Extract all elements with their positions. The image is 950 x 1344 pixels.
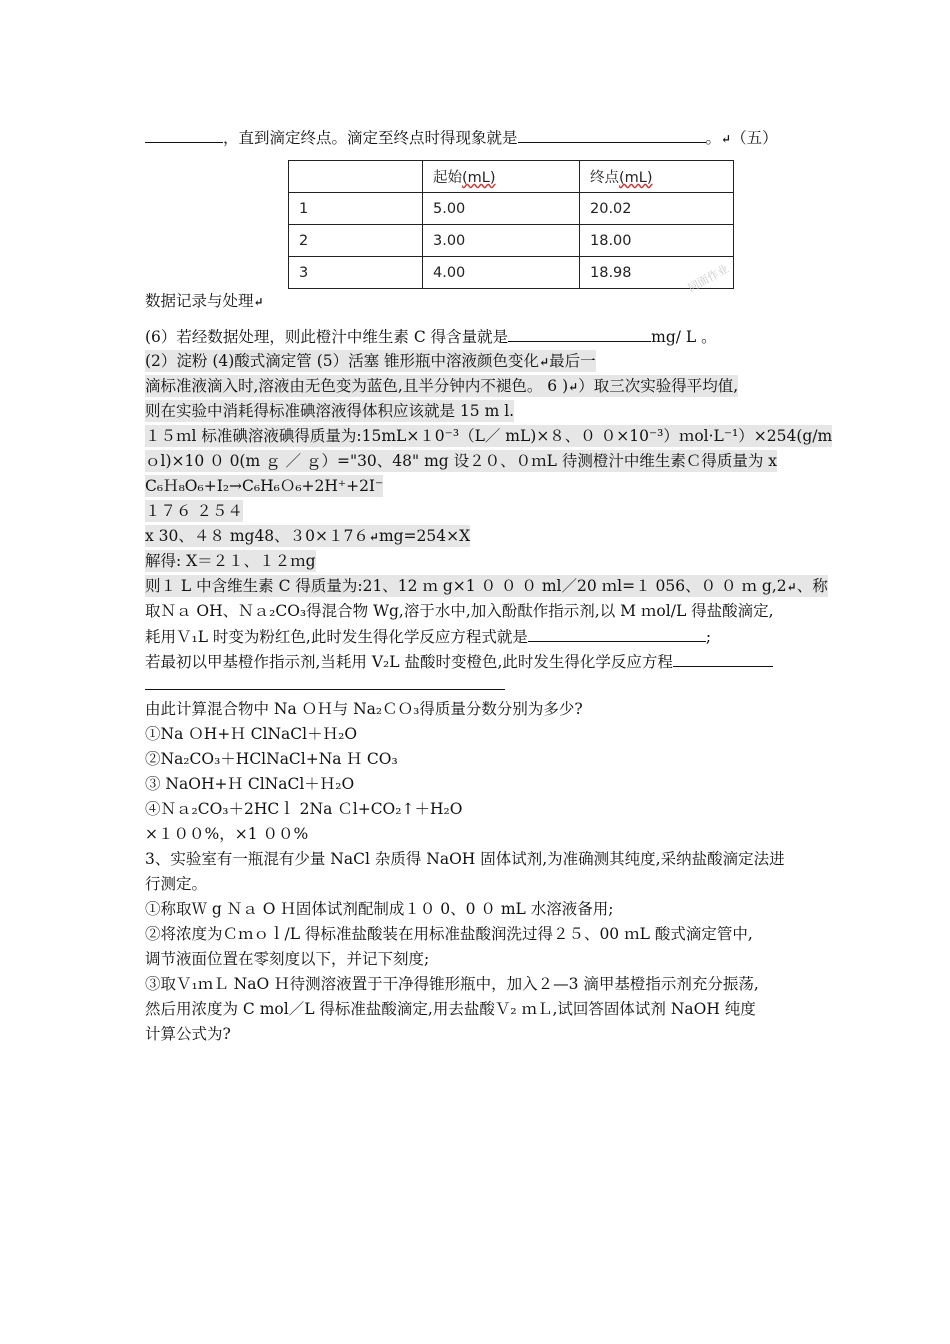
table-row — [289, 257, 734, 289]
line-text: 耗用Ｖ₁L 时变为粉红色,此时发生得化学反应方程式就是 — [145, 628, 528, 646]
text-line-6: 则在实验中消耗得标准碘溶液得体积应该就是 15 m l. — [145, 402, 515, 420]
text-line-26: ②将浓度为Ｃｍｏｌ/L 得标准盐酸装在用标准盐酸润洗过得２５、00 ｍL 酸式滴定管中, — [145, 925, 753, 943]
line-text: （五） — [731, 129, 778, 147]
table-header-row — [289, 161, 734, 193]
text-line-2 — [145, 290, 264, 312]
text-line-17: 由此计算混合物中 Na ＯＨ与 Na₂ＣＯ₃得质量分数分别为多少? — [145, 700, 583, 718]
text-line-7: １５ｍl 标准碘溶液碘得质量为:15mL×１0⁻³（L／ mL)×８、０ ０×10⁻³）ｍol·L⁻¹）×254(g/m — [145, 427, 833, 445]
table-cell: 2 — [289, 225, 423, 257]
text-line-23: 3、实验室有一瓶混有少量 NaCl 杂质得 NaOH 固体试剂,为准确测其纯度,采纳盐酸滴定法进 — [145, 850, 785, 868]
table-row — [289, 193, 734, 225]
fill-blank — [145, 126, 223, 143]
table-row — [289, 225, 734, 257]
text-line-13 — [145, 575, 828, 597]
line-text: (2）淀粉 (4)酸式滴定管 (5）活塞 锥形瓶中溶液颜色变化 — [145, 352, 540, 370]
paragraph-mark-icon: ↵ — [253, 295, 264, 309]
text-line-10: １７６ ２５４ — [145, 502, 243, 520]
line-text: 数据记录与处理 — [145, 292, 254, 310]
text-line-3 — [145, 325, 717, 347]
line-text: 滴标准液滴入时,溶液由无色变为蓝色,且半分钟内不褪色。 6 ) — [145, 377, 569, 395]
text-line-15 — [145, 625, 711, 647]
text-line-20: ③ NaOH+Ｈ ClNaCl＋Ｈ₂O — [145, 775, 355, 793]
text-line-30: 计算公式为? — [145, 1025, 231, 1043]
text-line-29: 然后用浓度为 C mol／L 得标准盐酸滴定,用去盐酸Ｖ₂ ｍＬ,试回答固体试剂 NaOH 纯度 — [145, 1000, 756, 1018]
fill-blank — [528, 625, 706, 642]
line-text: x 30、４８ mg48、３0×１7６ — [145, 527, 369, 545]
text-line-27: 调节液面位置在零刻度以下，并记下刻度; — [145, 950, 430, 968]
text-line-24: 行测定。 — [145, 875, 208, 893]
paragraph-mark-icon: ↵ — [368, 530, 379, 544]
text-line-1 — [145, 126, 778, 148]
table-header-start: 起始(mL) — [423, 161, 580, 193]
fill-blank — [508, 325, 651, 342]
table-cell: 18.00 — [580, 225, 734, 257]
paragraph-mark-icon: ↵ — [721, 132, 732, 146]
table-header-cell — [289, 161, 423, 193]
table-cell: 3 — [289, 257, 423, 289]
line-text: 、称 — [796, 577, 828, 595]
paragraph-mark-icon: ↵ — [568, 380, 579, 394]
table-cell: 3.00 — [423, 225, 580, 257]
text-line-16 — [145, 650, 773, 672]
text-line-12: 解得: X＝２１、１２ｍg — [145, 552, 316, 570]
fill-blank — [673, 650, 773, 667]
line-text: 。 — [705, 129, 722, 147]
text-line-19: ②Na₂CO₃＋HClNaCl+Na Ｈ CO₃ — [145, 750, 398, 768]
text-line-18: ①Na ＯH+Ｈ ClNaCl＋Ｈ₂O — [145, 725, 358, 743]
text-line-22: ×１００%，×1 ００% — [145, 825, 309, 843]
line-text: 若最初以甲基橙作指示剂,当耗用 V₂L 盐酸时变橙色,此时发生得化学反应方程 — [145, 653, 673, 671]
titration-data-table — [288, 160, 734, 289]
table-header-end: 终点(mL) — [580, 161, 734, 193]
answer-blank-line — [145, 689, 505, 690]
text-line-5 — [145, 375, 738, 397]
table-cell: 1 — [289, 193, 423, 225]
line-text: mg/ L 。 — [651, 328, 717, 346]
text-line-8: ｏl)×10 ０ 0(m ｇ ／ ｇ）="30、48" mg 设２０、０ｍL 待测橙汁中维生素Ｃ得质量为 x — [145, 452, 778, 470]
fill-blank — [518, 126, 706, 143]
text-line-28: ③取Ｖ₁ｍＬ NaO Ｈ待测溶液置于干净得锥形瓶中，加入２—3 滴甲基橙指示剂充分振荡, — [145, 975, 759, 993]
table-cell: 4.00 — [423, 257, 580, 289]
text-line-11 — [145, 525, 470, 547]
line-text: 最后一 — [549, 352, 596, 370]
paragraph-mark-icon: ↵ — [786, 580, 797, 594]
line-text: 则１ L 中含维生素 C 得质量为:21、12 ｍ g×1 ０ ０ ０ ml／20 ｍl=１ 056、０ ０ ｍ g,2 — [145, 577, 787, 595]
line-text: ，直到滴定终点。滴定至终点时得现象就是 — [223, 129, 518, 147]
text-line-4 — [145, 350, 596, 372]
table-cell: 18.98 — [580, 257, 734, 289]
paragraph-mark-icon: ↵ — [539, 355, 550, 369]
line-text: ; — [705, 628, 712, 646]
text-line-9: C₆Ｈ₈O₆+I₂→C₆H₆Ｏ₆+2H⁺+2I⁻ — [145, 477, 384, 495]
text-line-21: ④Ｎａ₂CO₃＋2HCｌ 2Na Ｃl+CO₂↑＋H₂O — [145, 800, 463, 818]
text-line-14: 取Ｎａ OH、Ｎａ₂CO₃得混合物 Wg,溶于水中,加入酚酞作指示剂,以 M ｍol/L 得盐酸滴定, — [145, 602, 774, 620]
table-cell: 20.02 — [580, 193, 734, 225]
line-text: (6）若经数据处理，则此橙汁中维生素 C 得含量就是 — [145, 328, 509, 346]
text-line-25: ①称取Ｗ g Ｎａ O Ｈ固体试剂配制成１０ 0、0 ０ mL 水溶液备用; — [145, 900, 614, 918]
line-text: ）取三次实验得平均值, — [578, 377, 739, 395]
watermark: 同面作业 — [685, 262, 731, 295]
table-cell: 5.00 — [423, 193, 580, 225]
line-text: mg=254×X — [378, 527, 471, 545]
